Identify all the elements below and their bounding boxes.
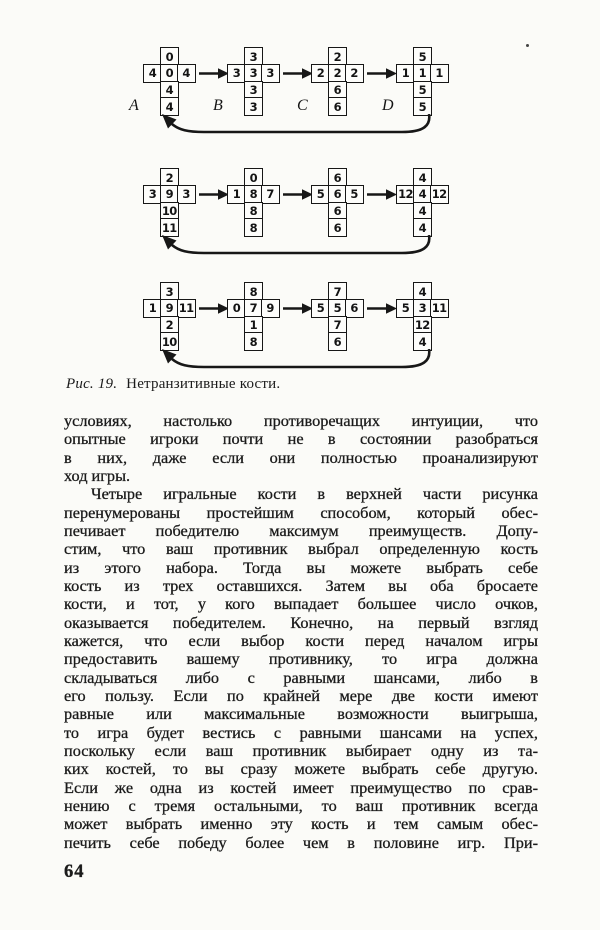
arrow-right-icon — [367, 188, 397, 206]
caption-text: Нетранзитивные кости. — [126, 376, 281, 392]
die-cell: 5 — [345, 185, 364, 204]
text-line: оказывается победителем. Конечно, на первый взгляд — [64, 612, 538, 632]
die-cell: 5 — [413, 81, 432, 100]
die-cell: 8 — [244, 218, 263, 237]
die-cell: 6 — [328, 332, 347, 351]
die-cell: 6 — [328, 81, 347, 100]
text-line: может выбрать именно эту кость и тем самым обес- — [64, 814, 538, 834]
arrow-right-icon — [367, 67, 397, 85]
die-cell: 2 — [345, 64, 364, 83]
die-cell: 4 — [413, 168, 432, 187]
die-cell: 0 — [160, 64, 179, 83]
text-line: поскольку если ваш противник выбирает одну из та- — [64, 740, 538, 760]
die-cell: 3 — [177, 185, 196, 204]
die-cell: 3 — [244, 97, 263, 116]
text-line: кость из трех оставшихся. Затем вы оба бросаете — [64, 575, 538, 595]
arrow-right-icon — [199, 188, 229, 206]
die-cell: 7 — [244, 299, 263, 318]
text-line: равные или максимальные возможности выигрыша, — [64, 704, 538, 724]
die-cell: 3 — [244, 64, 263, 83]
die-cell: 8 — [244, 202, 263, 221]
die-cell: 3 — [244, 81, 263, 100]
die-cell: 10 — [160, 202, 179, 221]
die-cell: 1 — [430, 64, 449, 83]
text-line: ход игры. — [64, 465, 131, 485]
die-cell: 4 — [143, 64, 162, 83]
body-text — [64, 412, 538, 852]
die-letter-label: B — [213, 97, 223, 114]
die-cell: 4 — [160, 97, 179, 116]
die-cell: 9 — [160, 185, 179, 204]
die-cell: 9 — [261, 299, 280, 318]
arrow-right-icon — [283, 67, 313, 85]
die-cell: 2 — [311, 64, 330, 83]
text-line: в них, даже если они полностью проанализируют — [64, 447, 538, 467]
die-cell: 11 — [430, 299, 449, 318]
die-cell: 0 — [160, 47, 179, 66]
die-cell: 6 — [328, 202, 347, 221]
die-cell: 6 — [328, 168, 347, 187]
die-cell: 2 — [328, 64, 347, 83]
text-line: кажется, что если выбор кости перед началом игры — [64, 630, 538, 650]
die-cell: 5 — [396, 299, 415, 318]
arrow-right-icon — [283, 302, 313, 320]
text-line: перенумерованы простейшим способом, который обес- — [64, 502, 538, 522]
die-cell: 8 — [244, 332, 263, 351]
die-cell: 6 — [328, 97, 347, 116]
die-cell: 1 — [413, 64, 432, 83]
die-cell: 1 — [396, 64, 415, 83]
figure-caption — [66, 376, 280, 393]
text-line: опытные игроки почти не в состоянии разобраться — [64, 429, 538, 449]
cycle-return-arrow-icon — [0, 235, 600, 274]
die-cell: 4 — [413, 185, 432, 204]
die-cell: 12 — [413, 316, 432, 335]
die-cell: 5 — [413, 47, 432, 66]
die-cell: 10 — [160, 332, 179, 351]
text-line: его пользу. Если по крайней мере две кости имеют — [64, 685, 538, 705]
die-cell: 3 — [261, 64, 280, 83]
page-number: 64 — [64, 862, 85, 882]
text-line: из этого набора. Тогда вы можете выбрать себе — [64, 557, 538, 577]
die-cell: 3 — [143, 185, 162, 204]
die-cell: 1 — [227, 185, 246, 204]
die-cell: 3 — [227, 64, 246, 83]
die-cell: 6 — [345, 299, 364, 318]
die-cell: 2 — [328, 47, 347, 66]
arrow-right-icon — [367, 302, 397, 320]
die-letter-label: D — [382, 97, 394, 114]
text-line: печить себе победу более чем в половине игр. При- — [64, 832, 538, 852]
die-cell: 6 — [328, 218, 347, 237]
die-letter-label: C — [297, 97, 308, 114]
die-cell: 5 — [311, 185, 330, 204]
text-line: предоставить вашему противнику, то игра должна — [64, 649, 538, 669]
cycle-return-arrow-icon — [0, 114, 600, 153]
die-cell: 2 — [160, 316, 179, 335]
die-cell: 0 — [244, 168, 263, 187]
die-cell: 4 — [413, 332, 432, 351]
die-cell: 0 — [227, 299, 246, 318]
text-line: кости, и тот, у кого выпадает большее число очков, — [64, 594, 538, 614]
text-line: Если же одна из костей имеет преимущество по срав- — [64, 777, 538, 797]
die-cell: 3 — [244, 47, 263, 66]
die-cell: 4 — [413, 202, 432, 221]
die-cell: 4 — [413, 282, 432, 301]
arrow-right-icon — [199, 67, 229, 85]
die-cell: 11 — [177, 299, 196, 318]
die-cell: 7 — [328, 282, 347, 301]
die-cell: 3 — [160, 282, 179, 301]
die-cell: 1 — [244, 316, 263, 335]
die-cell: 5 — [413, 97, 432, 116]
text-line: печивает победителю максимум преимуществ. Допу- — [64, 520, 538, 540]
die-cell: 1 — [143, 299, 162, 318]
die-cell: 2 — [160, 168, 179, 187]
die-cell: 9 — [160, 299, 179, 318]
die-cell: 12 — [430, 185, 449, 204]
die-cell: 3 — [413, 299, 432, 318]
figure-nontransitive-dice — [0, 0, 600, 400]
die-cell: 4 — [177, 64, 196, 83]
arrow-right-icon — [199, 302, 229, 320]
die-cell: 5 — [311, 299, 330, 318]
die-cell: 7 — [328, 316, 347, 335]
die-cell: 4 — [160, 81, 179, 100]
text-line: условиях, настолько противоречащих интуиции, что — [64, 411, 538, 430]
arrow-right-icon — [283, 188, 313, 206]
caption-figure-label: Рис. 19. — [66, 376, 118, 392]
die-cell: 12 — [396, 185, 415, 204]
text-line: складываться либо с равными шансами, либо в — [64, 667, 538, 687]
text-line: ких костей, то вы сразу можете выбрать себе другую. — [64, 759, 538, 779]
text-line: стим, что ваш противник выбрал определенную кость — [64, 539, 538, 559]
text-line: нению с тремя остальными, то ваш противник всегда — [64, 795, 538, 815]
text-line: Четыре игральные кости в верхней части рисунка — [91, 484, 538, 504]
die-cell: 7 — [261, 185, 280, 204]
die-cell: 6 — [328, 185, 347, 204]
die-cell: 8 — [244, 282, 263, 301]
text-line: то игра будет вестись с равными шансами на успех, — [64, 722, 538, 742]
scan-speck — [526, 44, 529, 47]
die-letter-label: A — [129, 97, 139, 114]
die-cell: 11 — [160, 218, 179, 237]
die-cell: 8 — [244, 185, 263, 204]
die-cell: 5 — [328, 299, 347, 318]
die-cell: 4 — [413, 218, 432, 237]
